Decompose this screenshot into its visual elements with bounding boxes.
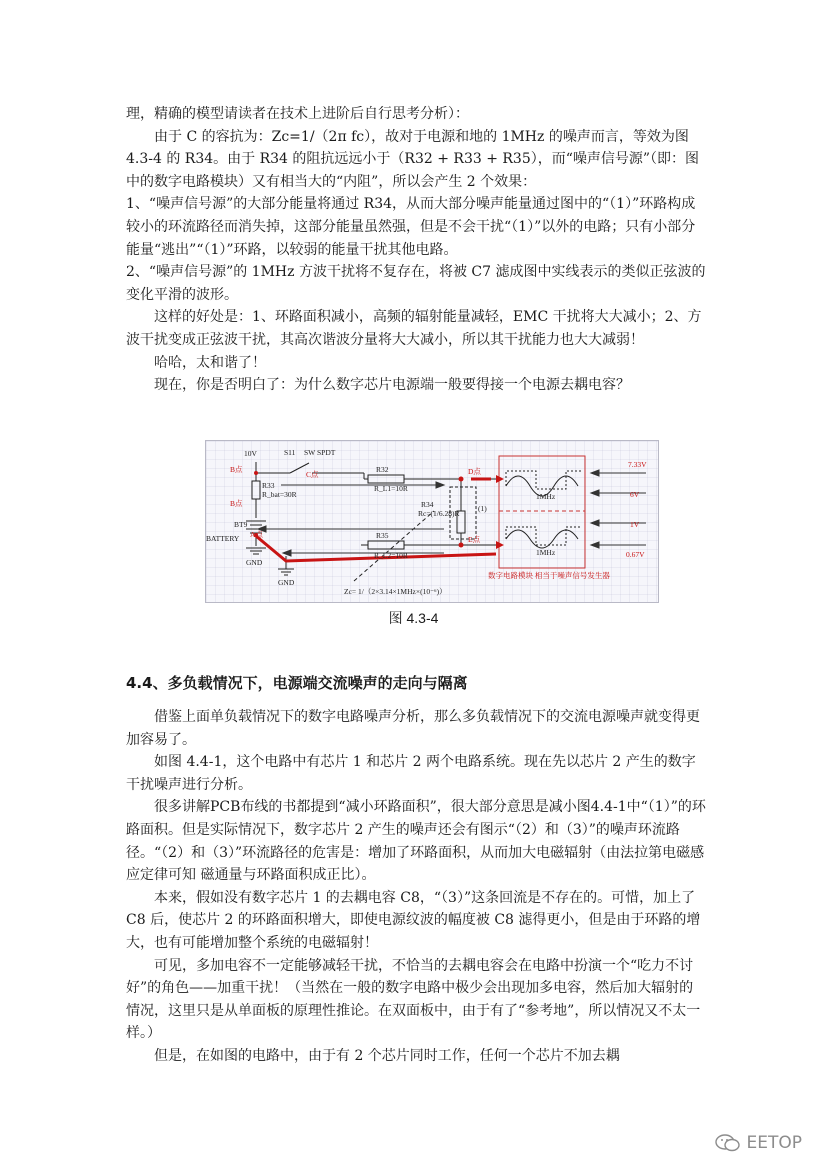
- paragraph: 但是，在如图的电路中，由于有 2 个芯片同时工作，任何一个芯片不加去耦: [154, 1047, 620, 1064]
- label-r35: R35: [376, 531, 389, 540]
- label-gnd-1: GND: [246, 558, 263, 567]
- label-6v: 6V: [630, 490, 640, 499]
- paragraph: 如图 4.4-1，这个电路中有芯片 1 和芯片 2 两个电路系统。现在先以芯片 2 产生的数字干扰噪声进行分析。: [126, 754, 696, 793]
- label-module: 数字电路模块 相当于噪声信号发生器: [488, 571, 610, 580]
- label-7-33v: 7.33V: [628, 460, 647, 469]
- label-s11: S11: [284, 448, 296, 457]
- circuit-diagram: [206, 441, 658, 602]
- body-text-top: [126, 103, 706, 397]
- paragraph: 2、“噪声信号源”的 1MHz 方波干扰将不复存在，将被 C7 滤成图中实线表示的类似正弦波的变化平滑的波形。: [126, 264, 706, 303]
- label-0-67v: 0.67V: [626, 550, 645, 559]
- circuit-figure: [205, 440, 659, 603]
- label-sw-spdt: SW SPDT: [304, 448, 336, 457]
- eetop-watermark: [715, 1133, 803, 1153]
- wechat-icon: [715, 1133, 741, 1153]
- label-zc-formula: Zc= 1/（2×3.14×1MHz×(10⁻⁶)）: [344, 587, 447, 596]
- paragraph: 很多讲解PCB布线的书都提到“减小环路面积”，很大部分意思是减小图4.4-1中“（1）”的环路面积。但是实际情况下，数字芯片 2 产生的噪声还会有图示“（2）和（3）”的噪声环流路径。“（2）和（3）”环流路径的危害是：增加了环路面积，从而加大电磁辐射（由法拉第电磁感应定律可知 磁通量与环路面积成正比）。: [126, 799, 706, 884]
- label-a-point: A点: [250, 530, 263, 539]
- label-r35-value: R_L2=10R: [374, 551, 408, 560]
- label-loop-1: (1): [478, 504, 487, 513]
- label-c-point: C点: [306, 470, 319, 479]
- paragraph: 这样的好处是：1、环路面积减小，高频的辐射能量减轻，EMC 干扰将大大减小；2、方波干扰变成正弦波干扰，其高次谐波分量将大大减小，所以其干扰能力也大大减弱！: [126, 309, 702, 348]
- label-b-point-top: B点: [230, 465, 243, 474]
- label-bt9: BT9: [234, 520, 248, 529]
- paragraph: 由于 C 的容抗为：Zc=1/（2π fc），故对于电源和地的 1MHz 的噪声而言，等效为图 4.3-4 的 R34。由于 R34 的阻抗远远小于（R32 + R33 + R35），而“噪声信号源”（即：图中的数字电路模块）又有相当大的“内阻”，所以会产生 2 个效果：: [126, 128, 700, 190]
- paragraph: 1、“噪声信号源”的大部分能量将通过 R34，从而大部分噪声能量通过图中的“（1）”环路构成较小的环流路径而消失掉，这部分能量虽然强，但是不会干扰“（1）”以外的电路；只有小部分能量“逃出”“（1）”环路，以较弱的能量干扰其他电路。: [126, 196, 696, 258]
- label-r34: R34: [421, 500, 434, 509]
- figure-caption: 图 4.3-4: [388, 610, 439, 626]
- paragraph: 本来，假如没有数字芯片 1 的去耦电容 C8，“（3）”这条回流是不存在的。可惜，加上了 C8 后，使芯片 2 的环路面积增大，即使电源纹波的幅度被 C8 滤得更小，但是由于环路的增大，也有可能增加整个系统的电磁辐射！: [126, 889, 701, 951]
- label-d-point: D点: [468, 467, 481, 476]
- label-1mhz-top: 1MHz: [536, 492, 556, 501]
- label-1mhz-bottom: 1MHz: [536, 548, 556, 557]
- label-r34-value: Rc=(1/6.28)R: [418, 509, 460, 518]
- paragraph: 借鉴上面单负载情况下的数字电路噪声分析，那么多负载情况下的交流电源噪声就变得更加容易了。: [126, 709, 700, 748]
- label-r32-value: R_L1=10R: [374, 484, 408, 493]
- label-1v: 1V: [630, 520, 640, 529]
- label-e-point: E点: [468, 535, 481, 544]
- label-battery: BATTERY: [206, 534, 240, 543]
- section-heading: 4.4、多负载情况下，电源端交流噪声的走向与隔离: [126, 674, 468, 692]
- paragraph: 可见，多加电容不一定能够减轻干扰，不恰当的去耦电容会在电路中扮演一个“吃力不讨好”的角色——加重干扰！（当然在一般的数字电路中极少会出现加多电容，然后加大辐射的情况，这里只是从单面板的原理性推论。在双面板中，由于有了“参考地”，所以情况又不太一样。）: [126, 957, 701, 1042]
- paragraph: 现在，你是否明白了：为什么数字芯片电源端一般要得接一个电源去耦电容？: [154, 377, 630, 394]
- label-r33-value: R_bat=30R: [262, 490, 297, 499]
- paragraph: 哈哈，太和谐了！: [154, 354, 266, 371]
- watermark-text: EETOP: [746, 1133, 802, 1153]
- label-gnd-2: GND: [278, 578, 295, 587]
- label-r32: R32: [376, 465, 389, 474]
- label-b-point-mid: B点: [230, 499, 243, 508]
- paragraph: 理，精确的模型请读者在技术上进阶后自行思考分析）：: [126, 106, 469, 122]
- label-10v: 10V: [244, 449, 257, 458]
- body-text-bottom: [126, 706, 706, 1068]
- label-r33: R33: [262, 481, 275, 490]
